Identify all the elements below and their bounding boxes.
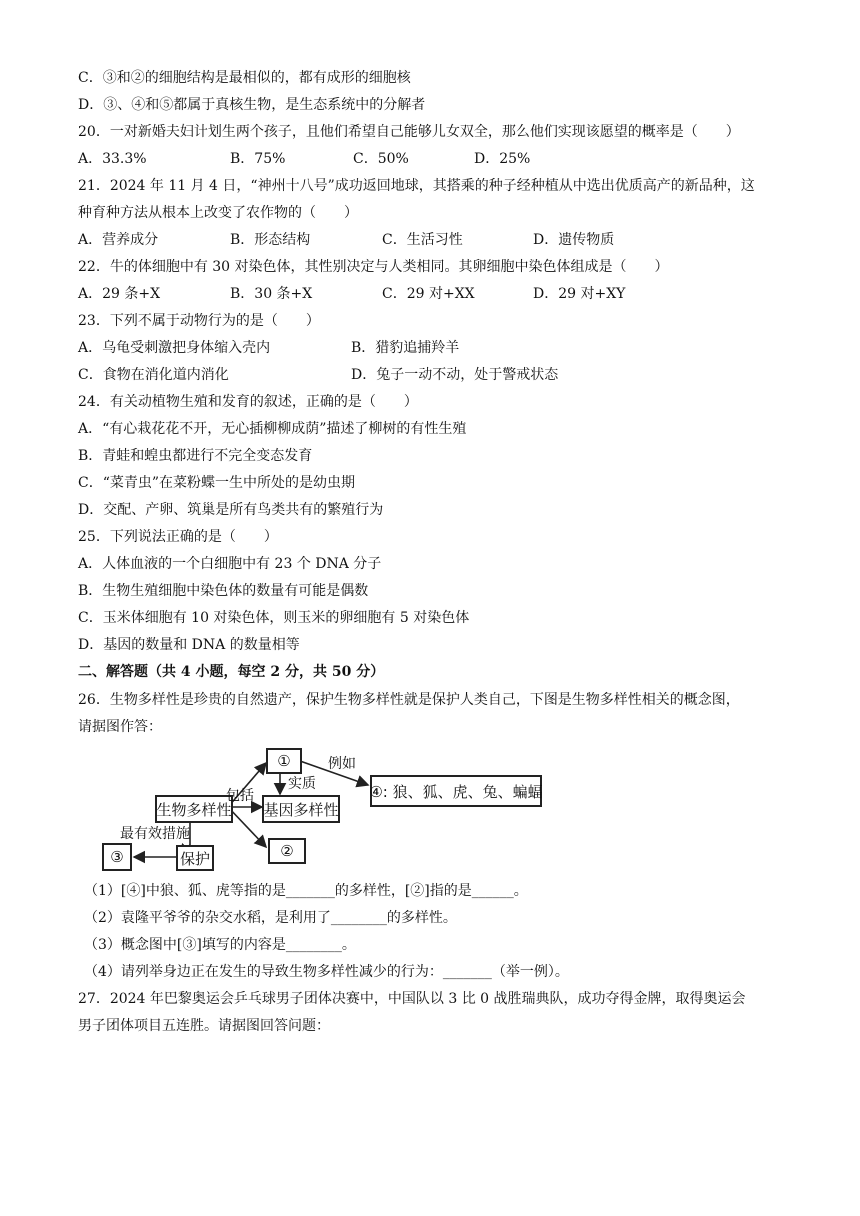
q20-option-c: C．50% — [353, 151, 409, 167]
label-most-effective: 最有效措施 — [120, 826, 190, 842]
section-heading: 二、解答题（共 4 小题，每空 2 分，共 50 分） — [78, 664, 385, 680]
q23-option-c: C．食物在消化道内消化 — [78, 367, 229, 383]
q19-option-d: D．③、④和⑤都属于真核生物，是生态系统中的分解者 — [78, 97, 426, 113]
node-protect: 保护 — [176, 845, 214, 871]
label-example: 例如 — [328, 756, 356, 772]
q21-stem-line1: 21．2024 年 11 月 4 日，“神州十八号”成功返回地球，其搭乘的种子经种植从中选出优质高产的新品种，这 — [78, 178, 755, 194]
q21-option-b: B．形态结构 — [230, 232, 311, 248]
q26-sub2: （2）袁隆平爷爷的杂交水稻，是利用了________的多样性。 — [84, 910, 457, 926]
label-essence: 实质 — [288, 776, 316, 792]
q24-option-a: A．“有心栽花花不开，无心插柳柳成荫”描述了柳树的有性生殖 — [78, 421, 467, 437]
q23-stem: 23．下列不属于动物行为的是（ ） — [78, 313, 320, 329]
concept-diagram — [100, 745, 550, 875]
q20-stem: 20．一对新婚夫妇计划生两个孩子，且他们希望自己能够儿女双全，那么他们实现该愿望的概率是（ ） — [78, 124, 740, 140]
q24-option-d: D．交配、产卵、筑巢是所有鸟类共有的繁殖行为 — [78, 502, 384, 518]
q23-option-a: A．乌龟受刺激把身体缩入壳内 — [78, 340, 271, 356]
q26-stem-line2: 请据图作答： — [78, 719, 162, 735]
q20-option-a: A．33.3% — [78, 151, 147, 167]
node-1: ① — [266, 748, 302, 774]
q27-stem-line2: 男子团体项目五连胜。请据图回答问题： — [78, 1018, 330, 1034]
node-3: ③ — [102, 843, 132, 871]
q22-option-d: D．29 对+XY — [533, 286, 626, 302]
q26-stem-line1: 26．生物多样性是珍贵的自然遗产，保护生物多样性就是保护人类自己，下图是生物多样性相关的概念图， — [78, 692, 740, 708]
q19-option-c: C．③和②的细胞结构是最相似的，都有成形的细胞核 — [78, 70, 411, 86]
q24-stem: 24．有关动植物生殖和发育的叙述，正确的是（ ） — [78, 394, 418, 410]
q23-option-b: B．猎豹追捕羚羊 — [351, 340, 460, 356]
q22-option-c: C．29 对+XX — [382, 286, 475, 302]
q21-option-d: D．遗传物质 — [533, 232, 615, 248]
q20-option-b: B．75% — [230, 151, 286, 167]
label-include: 包括 — [226, 788, 254, 804]
q25-option-d: D．基因的数量和 DNA 的数量相等 — [78, 637, 300, 653]
q25-option-b: B．生物生殖细胞中染色体的数量有可能是偶数 — [78, 583, 369, 599]
node-2: ② — [268, 838, 306, 864]
q23-option-d: D．兔子一动不动，处于警戒状态 — [351, 367, 559, 383]
q22-option-a: A．29 条+X — [78, 286, 161, 302]
q20-option-d: D．25% — [474, 151, 531, 167]
q22-option-b: B．30 条+X — [230, 286, 313, 302]
q24-option-b: B．青蛙和蝗虫都进行不完全变态发育 — [78, 448, 313, 464]
q26-sub3: （3）概念图中[③]填写的内容是________。 — [84, 937, 356, 953]
node-gene-diversity: 基因多样性 — [262, 795, 340, 823]
q24-option-c: C．“菜青虫”在菜粉蝶一生中所处的是幼虫期 — [78, 475, 356, 491]
q22-stem: 22．牛的体细胞中有 30 对染色体，其性别决定与人类相同。其卵细胞中染色体组成是（ ） — [78, 259, 669, 275]
q25-stem: 25．下列说法正确的是（ ） — [78, 529, 278, 545]
q21-stem-line2: 种育种方法从根本上改变了农作物的（ ） — [78, 205, 358, 221]
q25-option-c: C．玉米体细胞有 10 对染色体，则玉米的卵细胞有 5 对染色体 — [78, 610, 470, 626]
q26-sub4: （4）请列举身边正在发生的导致生物多样性减少的行为：_______（举一例）。 — [84, 964, 569, 980]
q25-option-a: A．人体血液的一个白细胞中有 23 个 DNA 分子 — [78, 556, 382, 572]
node-4-examples: ④: 狼、狐、虎、兔、蝙蝠 — [370, 775, 542, 807]
q21-option-a: A．营养成分 — [78, 232, 159, 248]
q21-option-c: C．生活习性 — [382, 232, 463, 248]
q27-stem-line1: 27．2024 年巴黎奥运会乒乓球男子团体决赛中，中国队以 3 比 0 战胜瑞典队，成功夺得金牌，取得奥运会 — [78, 991, 746, 1007]
q26-sub1: （1）[④]中狼、狐、虎等指的是_______的多样性，[②]指的是______。 — [84, 883, 528, 899]
center-node-biodiversity: 生物多样性 — [155, 795, 233, 823]
